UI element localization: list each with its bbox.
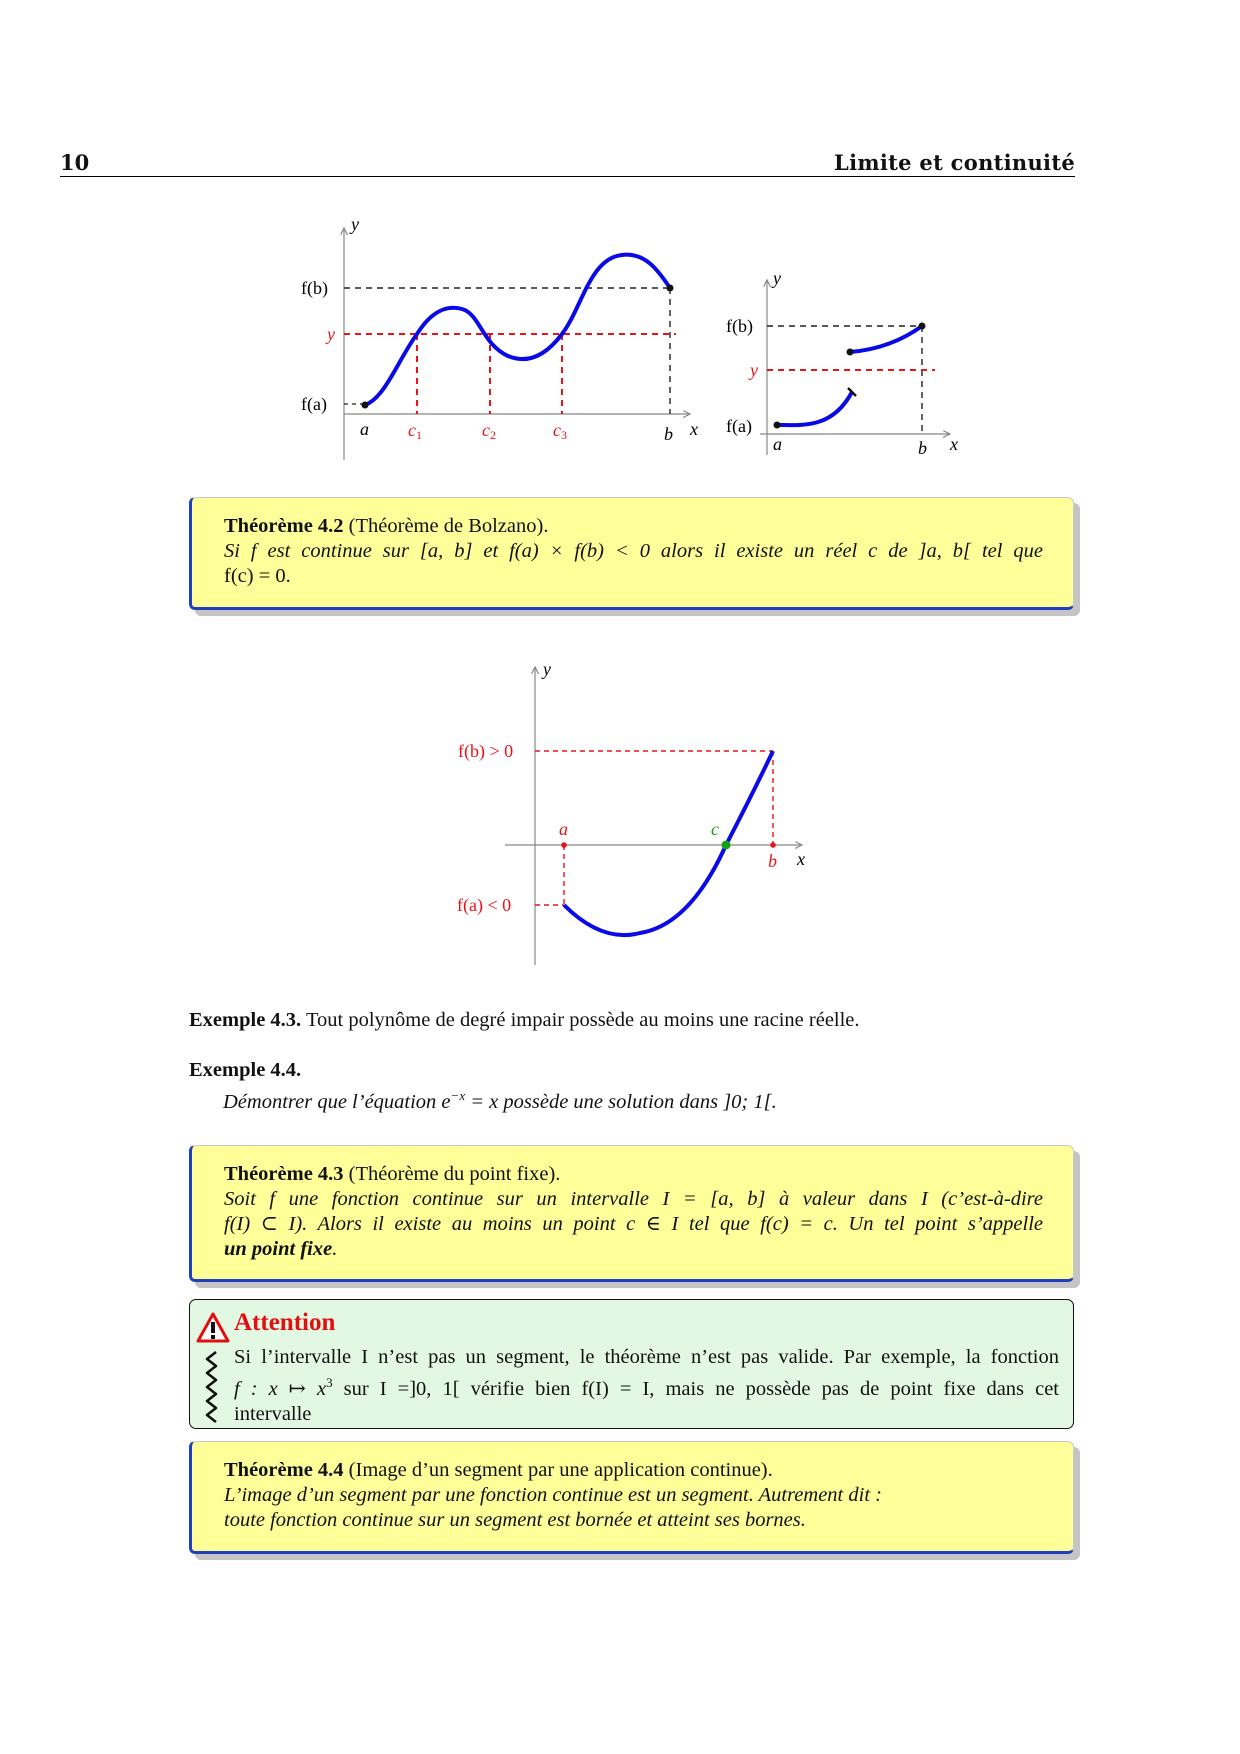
- theorem-4-4-heading: [224, 1458, 1043, 1483]
- example-4-4-exponent: −x: [450, 1088, 466, 1103]
- theorem-4-3-box: [189, 1145, 1074, 1282]
- theorem-4-2-box: [189, 497, 1074, 610]
- example-4-4-text-before: Démontrer que l’équation e: [223, 1090, 451, 1113]
- page-header: [60, 150, 1075, 177]
- fig3-fb-label: f(b) > 0: [458, 741, 514, 761]
- figure1-labels: [301, 214, 698, 444]
- fig1-c2-label: c2: [482, 420, 496, 442]
- figure2-point-upper-start: [847, 349, 854, 356]
- theorem-4-3-body: [224, 1187, 1043, 1262]
- fig2-y-axis-label: y: [773, 268, 781, 288]
- theorem-4-3-line3: [224, 1237, 1043, 1262]
- theorem-4-3-title: (Théorème du point fixe).: [348, 1163, 561, 1185]
- figure3-point-b: [770, 842, 776, 848]
- figure3-point-c: [722, 841, 731, 850]
- figure1-curve: [365, 255, 670, 405]
- theorem-4-3-label: Théorème 4.3: [224, 1163, 344, 1185]
- fig1-fa-label: f(a): [301, 394, 327, 414]
- warning-icon: [196, 1312, 230, 1344]
- figure2-curve-upper: [850, 326, 922, 352]
- theorem-4-2-label: Théorème 4.2: [224, 515, 344, 537]
- figure2-point-b: [919, 323, 926, 330]
- figure1-axes: [344, 228, 690, 460]
- example-4-3-label: Exemple 4.3.: [189, 1009, 302, 1031]
- figure3-curve: [564, 751, 773, 935]
- attention-line2-rest: sur I =]0, 1[ vérifie bien f(I) = I, mais ne possède pas de point fixe dans cet: [332, 1377, 1059, 1400]
- figure1-dashed-lines: [344, 288, 676, 414]
- fig2-b-label: b: [918, 438, 927, 458]
- zigzag-icon: [204, 1350, 222, 1425]
- fig2-fb-label: f(b): [726, 316, 753, 336]
- fig1-y-axis-label: y: [351, 214, 359, 234]
- fig1-b-label: b: [664, 424, 673, 444]
- fig3-a-label: a: [559, 819, 568, 839]
- theorem-4-4-label: Théorème 4.4: [224, 1459, 344, 1481]
- theorem-4-2-line1: Si f est continue sur [a, b] et f(a) × f(b) < 0 alors il existe un réel c de ]a, b[ tel que: [224, 540, 1043, 562]
- attention-title: Attention: [234, 1309, 336, 1336]
- theorem-4-2-heading: [224, 514, 1043, 539]
- figure2-point-a: [774, 422, 781, 429]
- figure1-point-a: [362, 402, 369, 409]
- attention-text: [234, 1345, 1059, 1427]
- fig1-c3-label: c3: [553, 420, 567, 442]
- example-4-4-text: [189, 1083, 1074, 1115]
- attention-line1: Si l’intervalle I n’est pas un segment, le théorème n’est pas valide. Par exemple, la fonction: [234, 1346, 1059, 1368]
- theorem-4-3-line1: Soit f une fonction continue sur un intervalle I = [a, b] à valeur dans I (c’est-à-dire: [224, 1188, 1043, 1210]
- example-4-3-text: Tout polynôme de degré impair possède au moins une racine réelle.: [305, 1009, 860, 1031]
- attention-box: [189, 1299, 1074, 1429]
- fig2-fa-label: f(a): [726, 416, 752, 436]
- theorem-4-3-heading: [224, 1162, 1043, 1187]
- theorem-4-2-title: (Théorème de Bolzano).: [348, 515, 549, 537]
- figure3-point-a: [561, 842, 567, 848]
- figure3-axes: [505, 667, 802, 965]
- attention-line2-map: f : x ↦ x: [234, 1377, 327, 1400]
- figure2-dashed-lines: [767, 326, 935, 434]
- theorem-4-3-line2: f(I) ⊂ I). Alors il existe au moins un point c ∈ I tel que f(c) = c. Un tel point s’appelle: [224, 1213, 1043, 1235]
- figure2-labels: [726, 268, 958, 458]
- fig2-a-label: a: [773, 434, 782, 454]
- theorem-4-2-body: [224, 539, 1043, 589]
- theorem-4-4-body: [224, 1483, 1043, 1533]
- example-4-4-text-after: = x possède une solution dans ]0; 1[.: [465, 1090, 777, 1113]
- fig3-y-axis-label: y: [543, 659, 551, 679]
- fig1-fb-label: f(b): [301, 278, 328, 298]
- fig2-y-level-label: y: [750, 360, 758, 380]
- theorem-4-4-box: [189, 1441, 1074, 1554]
- fig3-fa-label: f(a) < 0: [457, 895, 512, 915]
- theorem-4-4-line1: L’image d’un segment par une fonction continue est un segment. Autrement dit :: [224, 1484, 882, 1506]
- figure2-curve-lower: [777, 392, 852, 425]
- fig3-x-axis-label: x: [797, 849, 805, 869]
- theorem-4-3-line3-end: .: [332, 1238, 338, 1260]
- fig1-c1-label: c1: [408, 420, 422, 442]
- figure1-point-b: [667, 285, 674, 292]
- theorem-4-3-fixed-point-term: un point fixe: [224, 1238, 333, 1260]
- running-title: Limite et continuité: [834, 150, 1075, 175]
- attention-line3: intervalle: [234, 1402, 312, 1425]
- attention-line2: [234, 1370, 1059, 1402]
- fig2-x-axis-label: x: [950, 434, 958, 454]
- figure3-labels: [457, 659, 805, 916]
- fig1-y-level-label: y: [327, 324, 335, 344]
- figure-bolzano-graph: [0, 655, 1240, 985]
- figure3-dashed-lines: [535, 751, 773, 905]
- theorem-4-2-line2: f(c) = 0.: [224, 565, 291, 587]
- page-number: 10: [60, 150, 90, 175]
- figure-ivt-graphs: [0, 210, 1240, 690]
- fig3-b-label: b: [768, 851, 777, 871]
- fig1-a-label: a: [360, 419, 369, 439]
- example-4-4: [189, 1057, 1074, 1115]
- fig3-c-label: c: [711, 819, 719, 839]
- theorem-4-4-title: (Image d’un segment par une application continue).: [348, 1459, 773, 1481]
- theorem-4-4-line2: toute fonction continue sur un segment est bornée et atteint ses bornes.: [224, 1509, 806, 1531]
- attention-line2-exponent: 3: [326, 1375, 333, 1390]
- example-4-3: [189, 1007, 1074, 1033]
- example-4-4-label: Exemple 4.4.: [189, 1059, 302, 1081]
- fig1-x-axis-label: x: [690, 419, 698, 439]
